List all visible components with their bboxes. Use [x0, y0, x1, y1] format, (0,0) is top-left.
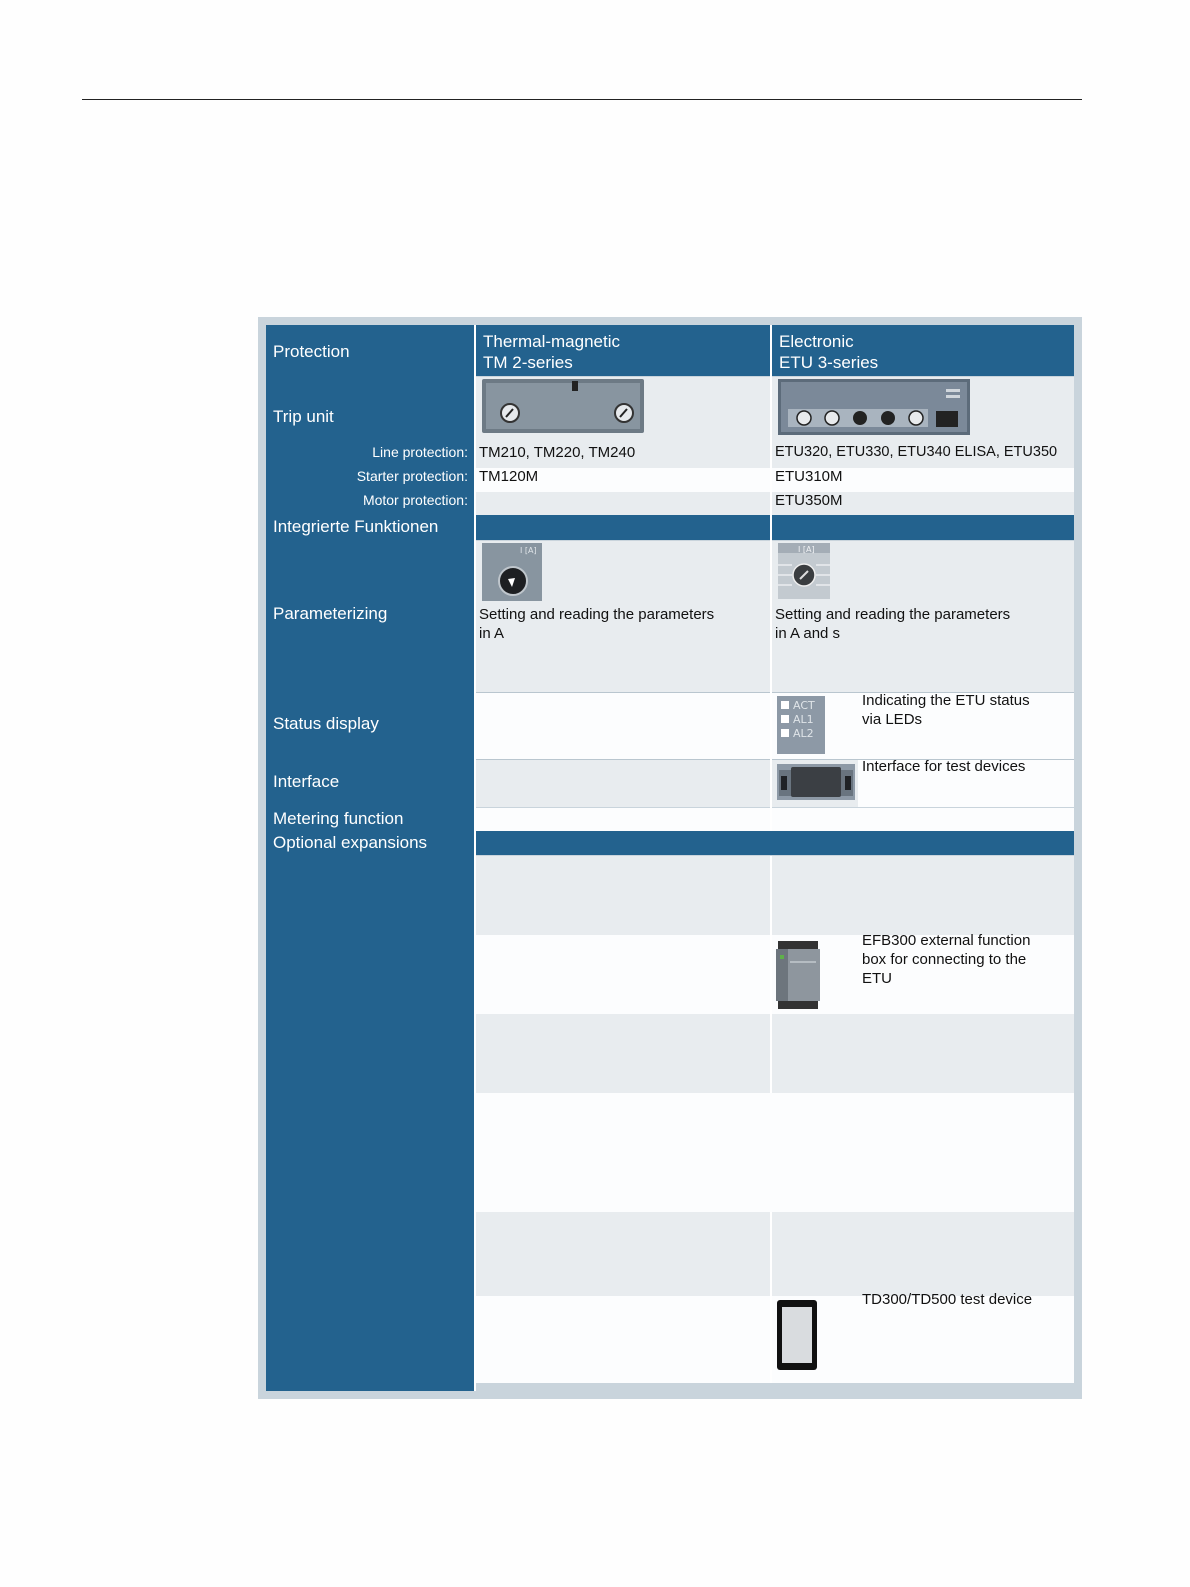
row-label-parameterizing: Parameterizing — [273, 604, 388, 623]
tm-parameterizing-text-1: Setting and reading the parameters — [479, 606, 715, 623]
expansion-row-2-tm — [476, 935, 770, 1014]
header-etu-cell — [772, 325, 1074, 376]
etu-parameter-dial-image — [778, 543, 830, 599]
etu-line-protection-value: ETU320, ETU330, ETU340 ELISA, ETU350 — [775, 444, 1058, 460]
expansion-row-1-etu — [772, 856, 1074, 935]
header-tm-cell — [476, 325, 770, 376]
expansion-row-5-etu — [772, 1212, 1074, 1296]
efb300-text-2: box for connecting to the — [862, 951, 1027, 968]
protection-table — [258, 317, 1082, 1399]
header-protection-cell — [266, 325, 474, 376]
header-tm-title: Thermal-magnetic — [483, 332, 620, 351]
tm-trip-unit-image — [482, 379, 644, 433]
etu-parameterizing-text-2: in A and s — [775, 625, 841, 642]
etu-status-text-2: via LEDs — [862, 711, 923, 728]
header-tm-series: TM 2-series — [483, 353, 573, 372]
row-label-line-protection: Line protection: — [372, 444, 468, 460]
row-label-status-display: Status display — [273, 714, 379, 733]
efb300-function-box-image — [776, 941, 820, 1011]
column-divider-middle-b — [770, 1212, 772, 1383]
td-test-device-text: TD300/TD500 test device — [862, 1291, 1033, 1308]
row-label-integrated-functions: Integrierte Funktionen — [273, 517, 439, 536]
label-column — [266, 325, 474, 1391]
metering-function-cell — [476, 808, 1074, 831]
row-label-motor-protection: Motor protection: — [362, 492, 468, 508]
page-top-rule — [82, 99, 1082, 100]
efb300-text-1: EFB300 external function — [862, 932, 1031, 949]
column-divider-middle-a — [770, 856, 772, 1093]
expansion-row-4 — [476, 1093, 1074, 1212]
td-test-device-image — [777, 1300, 817, 1370]
row-label-interface: Interface — [273, 772, 340, 791]
expansion-row-5-tm — [476, 1212, 770, 1296]
etu-interface-text: Interface for test devices — [862, 758, 1026, 775]
tm-motor-cell — [476, 492, 770, 515]
header-etu-title: Electronic — [779, 332, 854, 351]
expansion-row-3-etu — [772, 1014, 1074, 1093]
row-label-starter-protection: Starter protection: — [356, 468, 468, 484]
led-al2-label: AL2 — [793, 727, 814, 740]
etu-trip-unit-image — [778, 379, 970, 435]
etu-status-text-1: Indicating the ETU status — [862, 692, 1030, 709]
tm-parameter-dial-image — [482, 543, 542, 601]
tm-line-protection-value: TM210, TM220, TM240 — [479, 444, 636, 461]
efb300-text-3: ETU — [862, 970, 892, 987]
etu-interface-image — [777, 764, 855, 800]
header-protection-label: Protection — [273, 342, 350, 361]
expansion-row-6-tm — [476, 1296, 770, 1383]
etu-motor-protection-value: ETU350M — [775, 492, 843, 509]
tm-interface-cell — [476, 760, 770, 807]
tm-parameterizing-text-2: in A — [479, 625, 505, 642]
etu-starter-protection-value: ETU310M — [775, 468, 843, 485]
led-al1-label: AL1 — [793, 713, 814, 726]
expansion-row-3-tm — [476, 1014, 770, 1093]
header-etu-series: ETU 3-series — [779, 353, 879, 372]
tm-status-cell — [476, 693, 770, 759]
led-act-label: ACT — [793, 699, 815, 712]
row-label-metering-function: Metering function — [273, 809, 404, 828]
tm-dial-label: I [A] — [520, 546, 537, 555]
etu-led-panel-image — [777, 696, 825, 754]
column-divider-left — [474, 325, 476, 1391]
expansion-row-6-etu — [772, 1296, 1074, 1383]
column-divider-middle-top — [770, 325, 772, 831]
expansion-row-1-tm — [476, 856, 770, 935]
tm-starter-protection-value: TM120M — [479, 468, 539, 485]
row-label-optional-expansions: Optional expansions — [273, 833, 428, 852]
etu-dial-label: I [A] — [798, 545, 815, 554]
row-label-trip-unit: Trip unit — [273, 407, 334, 426]
etu-parameterizing-text-1: Setting and reading the parameters — [775, 606, 1011, 623]
